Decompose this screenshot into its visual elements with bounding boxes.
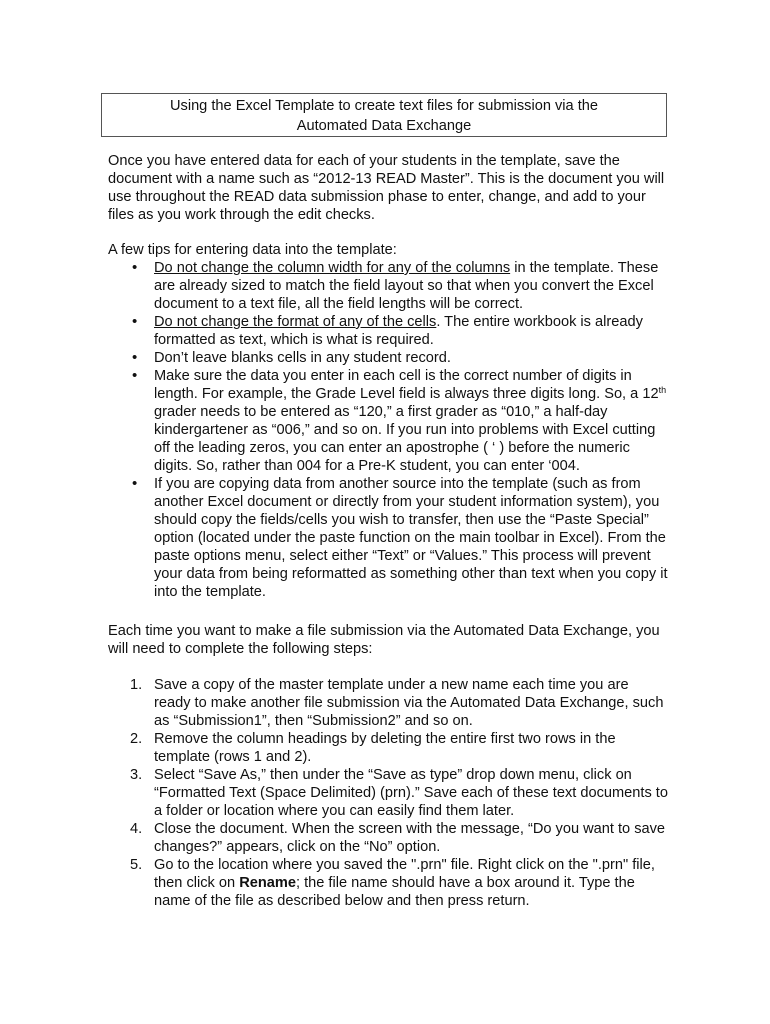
step-number: 1.	[130, 677, 143, 693]
step-text: Select “Save As,” then under the “Save as type” drop down menu, click on “Formatted Text (Space Delimited) (prn).” Save each of these text documents to a folder or location where you can easily find them later.	[154, 767, 668, 819]
list-item	[108, 259, 668, 313]
tip-text: Don’t leave blanks cells in any student record.	[154, 350, 451, 366]
tip-underlined: Do not change the format of any of the cells	[154, 314, 437, 330]
tip-text: grader needs to be entered as “120,” a first grader as “010,” a half-day kindergartener as “006,” and so on. If you run into problems with Excel cutting off the leading zeros, you can enter an apostrophe ( ‘ ) before the numeric digits. So, rather than 004 for a Pre-K student, you can enter ‘004.	[154, 404, 656, 474]
step-text: Save a copy of the master template under a new name each time you are ready to make another file submission via the Automated Data Exchange, such as “Submission1”, then “Submission2” and so on.	[154, 677, 664, 729]
step-text: ; the file name should have a box around it. Type the name of the file as described below and then press return.	[154, 875, 635, 909]
tips-lead: A few tips for entering data into the template:	[108, 242, 397, 258]
steps-list	[108, 676, 668, 910]
step-text: Go to the location where you saved the ".prn" file. Right click on the ".prn" file, then click on	[154, 857, 655, 891]
list-item	[108, 349, 668, 367]
list-item	[108, 856, 668, 910]
tips-list	[108, 259, 668, 601]
list-item	[108, 730, 668, 766]
steps-lead: Each time you want to make a file submission via the Automated Data Exchange, you will need to complete the following steps:	[108, 623, 660, 657]
step-number: 2.	[130, 731, 143, 747]
list-item	[108, 475, 668, 601]
step-number: 3.	[130, 767, 143, 783]
tip-text: If you are copying data from another source into the template (such as from another Excel document or directly from your student information system), you should copy the fields/cells you wish to transfer, then use the “Paste Special” option (located under the paste function on the main toolbar in Excel). From the paste options menu, select either “Text” or “Values.” This process will prevent your data from being reformatted as something other than text when you copy it into the template.	[154, 476, 668, 600]
list-item	[108, 313, 668, 349]
title-line-1: Using the Excel Template to create text files for submission via the	[169, 98, 598, 114]
step-text: Remove the column headings by deleting the entire first two rows in the template (rows 1 and 2).	[154, 731, 616, 765]
tip-text: Make sure the data you enter in each cell is the correct number of digits in length. For example, the Grade Level field is always three digits long. So, a 12	[154, 368, 659, 402]
ordinal-superscript: th	[658, 385, 667, 395]
list-item	[108, 820, 668, 856]
step-text: Close the document. When the screen with the message, “Do you want to save changes?” appears, click on the “No” option.	[154, 821, 666, 855]
list-item	[108, 676, 668, 730]
list-item	[108, 766, 668, 820]
list-item	[108, 367, 668, 475]
tip-text: in the template. These are already sized to match the field layout so that when you convert the Excel document to a text file, all the field lengths will be correct.	[154, 260, 659, 312]
title-line-2: Automated Data Exchange	[296, 118, 472, 134]
step-number: 5.	[130, 857, 143, 873]
tip-underlined: Do not change the column width for any of the columns	[154, 260, 511, 276]
document-title-box	[101, 93, 667, 137]
rename-bold: Rename	[239, 875, 296, 891]
intro-paragraph: Once you have entered data for each of your students in the template, save the document with a name such as “2012-13 READ Master”. This is the document you will use throughout the READ data submission phase to enter, change, and add to your files as you work through the edit checks.	[108, 153, 665, 223]
step-number: 4.	[130, 821, 143, 837]
tip-text: . The entire workbook is already formatted as text, which is what is required.	[154, 314, 643, 348]
